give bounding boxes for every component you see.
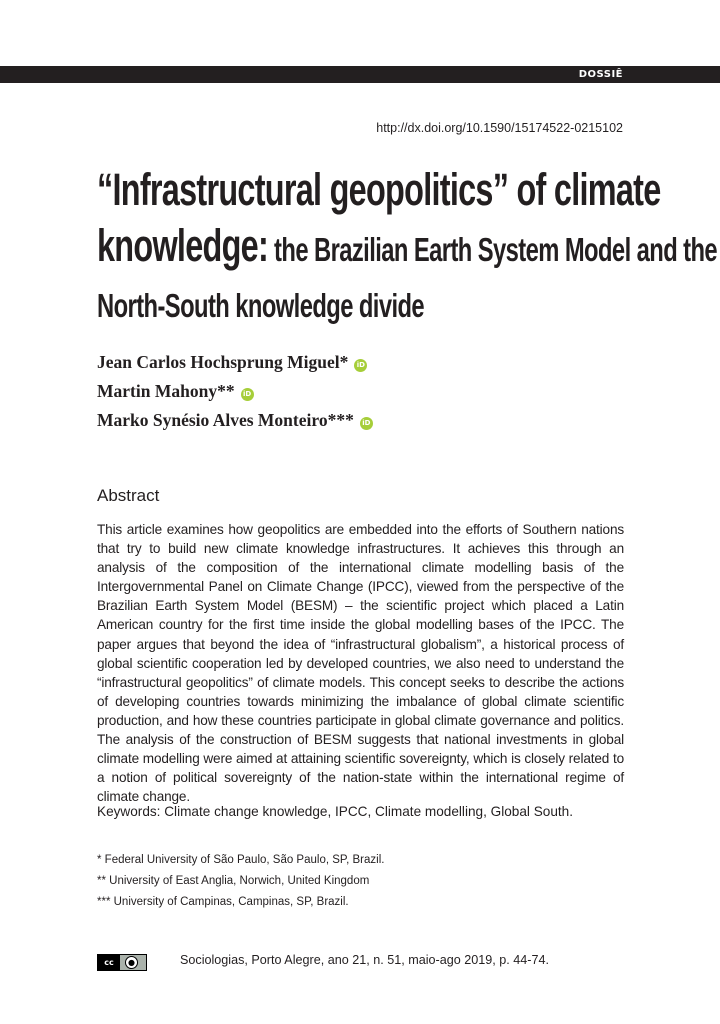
cc-label: cc <box>98 955 120 970</box>
orcid-icon[interactable]: iD <box>241 388 254 401</box>
title-line-3: North-South knowledge divide <box>97 287 425 324</box>
cc-by-icon[interactable] <box>97 954 147 971</box>
section-label: DOSSIÊ <box>578 69 623 80</box>
section-bar <box>0 66 720 83</box>
title-line-1: “Infrastructural geopolitics” of climate <box>97 164 661 215</box>
citation: Sociologias, Porto Alegre, ano 21, n. 51, maio-ago 2019, p. 44-74. <box>180 953 549 967</box>
person-icon: ● <box>125 956 138 969</box>
abstract-heading: Abstract <box>97 486 160 505</box>
orcid-icon[interactable]: iD <box>360 417 373 430</box>
orcid-icon[interactable]: iD <box>354 359 367 372</box>
author-item <box>97 406 373 435</box>
author-name: Martin Mahony** <box>97 381 235 401</box>
keywords: Keywords: Climate change knowledge, IPCC, Climate modelling, Global South. <box>97 804 574 819</box>
author-item <box>97 377 373 406</box>
author-list <box>97 348 373 435</box>
page-footer <box>97 951 624 973</box>
author-item <box>97 348 373 377</box>
author-name: Marko Synésio Alves Monteiro*** <box>97 410 354 430</box>
title-line-2-sub: the Brazilian Earth System Model and the <box>268 231 718 268</box>
affiliation-list <box>97 850 384 913</box>
affiliation-item: ** University of East Anglia, Norwich, United Kingdom <box>97 875 370 887</box>
abstract-body: This article examines how geopolitics are embedded into the efforts of Southern nations that try to build new climate knowledge infrastructures. It achieves this through an analysis of the composition of the international climate modelling basis of the Intergovernmental Panel on Climate Change (IPCC), viewed from the perspective of the Brazilian Earth System Model (BESM) – the scientific project which placed a Latin American country for the first time inside the global modelling bases of the IPCC. The paper argues that beyond the idea of “infrastructural globalism”, a historical process of global scientific cooperation led by developed countries, we also need to understand the “infrastructural geopolitics” of climate models. This concept seeks to describe the actions of developing countries towards minimizing the imbalance of global climate scientific production, and how these countries participate in global climate governance and politics. The analysis of the construction of BESM suggests that national investments in global climate modelling were aimed at attaining scientific sovereignty, which is closely related to a notion of political sovereignty of the nation-state within the international regime of climate change. <box>97 522 624 805</box>
article-title <box>97 162 718 334</box>
affiliation-item: * Federal University of São Paulo, São Paulo, SP, Brazil. <box>97 854 385 866</box>
title-line-2-main: knowledge: <box>97 220 269 271</box>
affiliation-item: *** University of Campinas, Campinas, SP, Brazil. <box>97 896 349 908</box>
doi-link[interactable]: http://dx.doi.org/10.1590/15174522-0215102 <box>376 121 623 135</box>
author-name: Jean Carlos Hochsprung Miguel* <box>97 352 349 372</box>
